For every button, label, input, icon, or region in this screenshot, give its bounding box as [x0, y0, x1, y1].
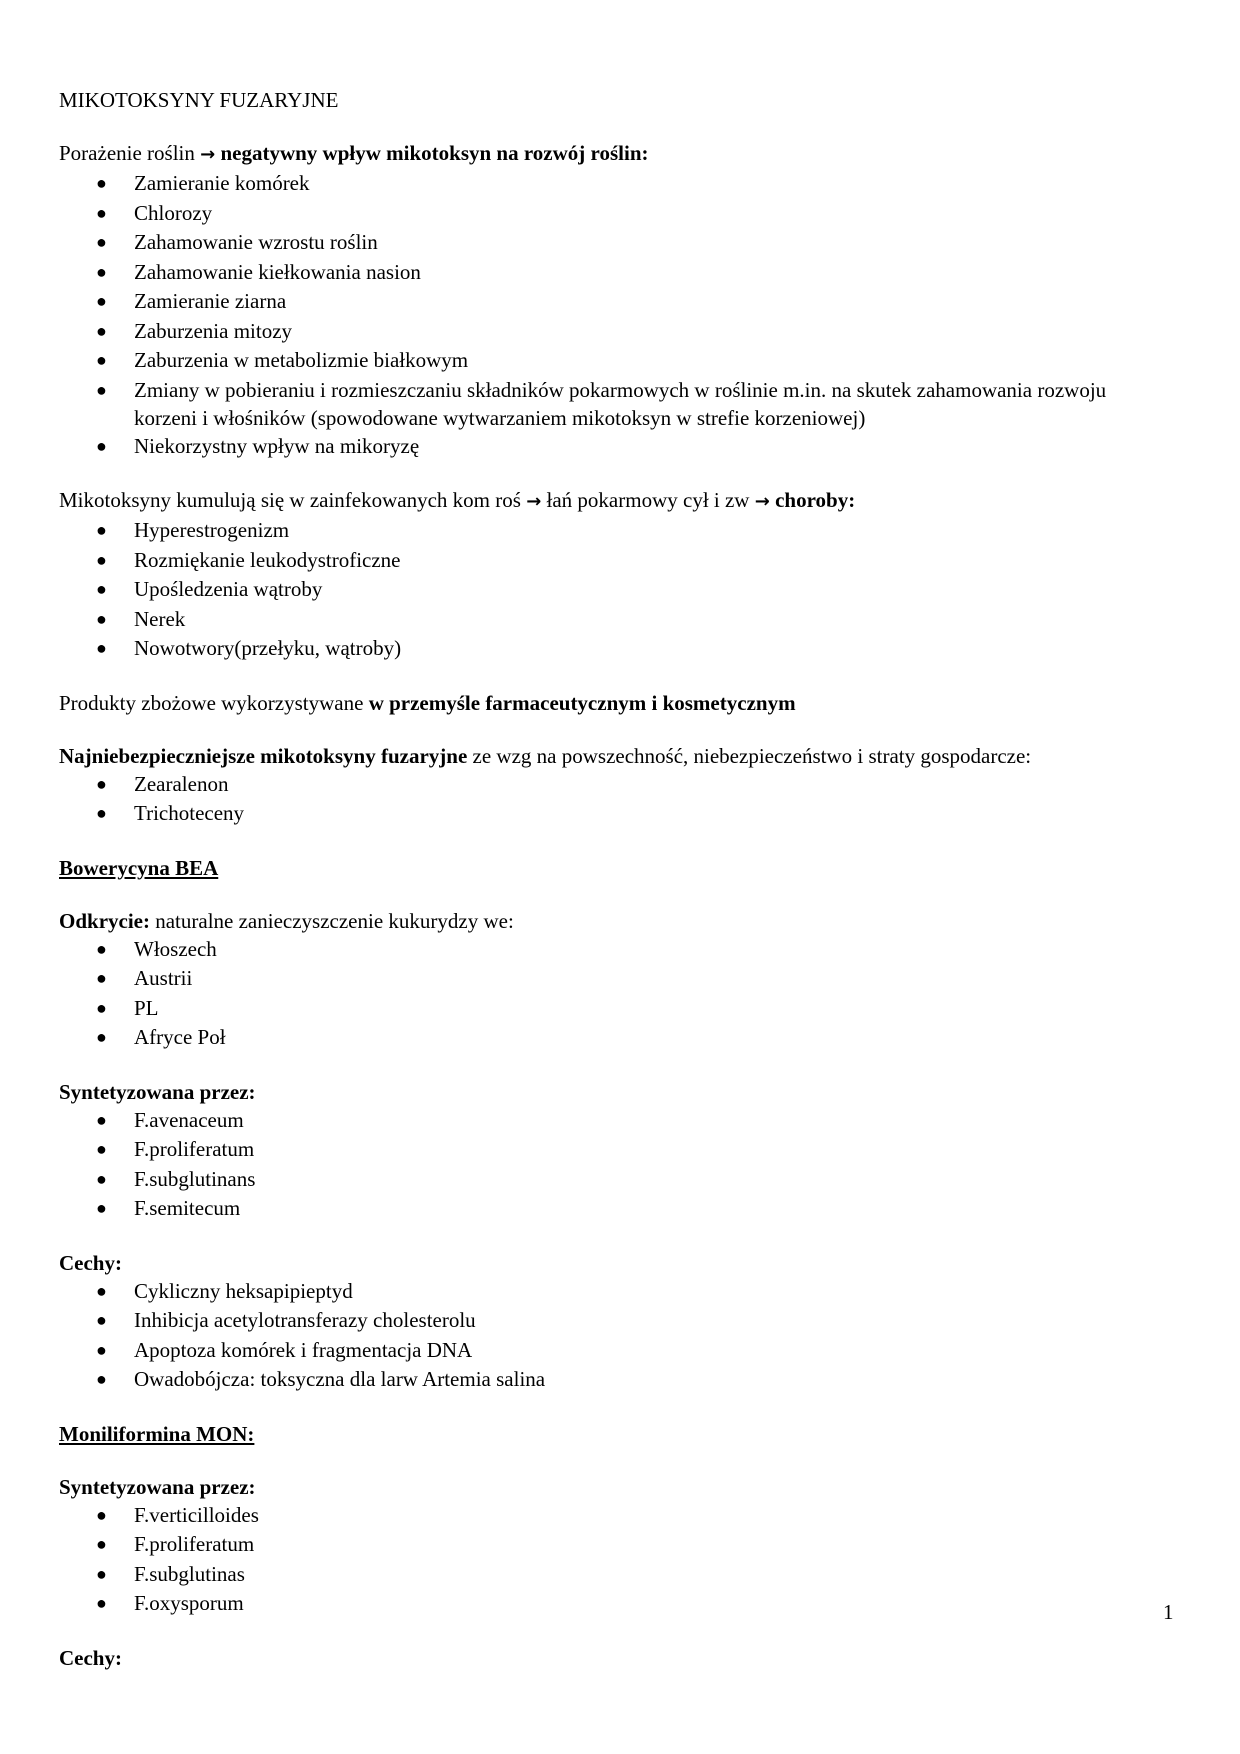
bullet-icon: ● — [96, 938, 107, 959]
bullet-icon: ● — [96, 1198, 107, 1218]
bullet-icon: ● — [96, 1339, 107, 1360]
most-dangerous-intro: Najniebezpieczniejsze mikotoksyny fuzaryjne ze wzg na powszechność, niebezpieczeństwo i straty gospodarcze: — [59, 743, 1032, 768]
arrow-right-icon: → — [200, 144, 216, 165]
cereal-products-paragraph: Produkty zbożowe wykorzystywane w przemyśle farmaceutycznym i kosmetycznym — [59, 690, 796, 715]
bullet-icon: ● — [96, 173, 107, 193]
list-item: ● Zmiany w pobieraniu i rozmieszczaniu składników pokarmowych w roślinie m.in. na skutek zahamowania rozwoju korzeni i włośników (spowodowane wytwarzaniem mikotoksyn w strefie korzeniowej) — [96, 377, 1107, 430]
diseases-intro: Mikotoksyny kumulują się w zainfekowanych kom roś → łań pokarmowy cył i zw → choroby: — [59, 488, 856, 512]
list-item: ● F.proliferatum — [59, 1135, 1139, 1165]
list-item: ● Afryce Poł — [59, 1023, 1139, 1053]
bea-discovery-list — [59, 935, 1139, 1053]
bullet-icon: ● — [96, 320, 107, 341]
diseases-list — [59, 516, 1139, 664]
bea-features-label: Cechy: — [59, 1250, 122, 1275]
bullet-icon: ● — [96, 1280, 107, 1301]
bea-synth-list — [59, 1106, 1139, 1224]
mon-synth-label: Syntetyzowana przez: — [59, 1474, 256, 1499]
plant-effects-bold: negatywny wpływ mikotoksyn na rozwój roślin: — [220, 141, 649, 165]
document-body — [59, 86, 1139, 1672]
plant-effects-intro — [59, 139, 1139, 169]
list-item: ● F.subglutinas — [59, 1560, 1139, 1590]
list-item: ● Rozmiękanie leukodystroficzne — [59, 546, 1139, 576]
bullet-icon: ● — [96, 1504, 107, 1525]
list-item: ● PL — [59, 994, 1139, 1024]
bullet-icon: ● — [96, 350, 107, 370]
arrow-right-icon: → — [526, 491, 542, 512]
bullet-icon: ● — [96, 1109, 107, 1130]
bullet-icon: ● — [96, 520, 107, 540]
list-item: ● F.proliferatum — [59, 1530, 1139, 1560]
bullet-icon: ● — [96, 261, 107, 282]
mon-features-label: Cechy: — [59, 1645, 122, 1670]
list-item: ● Zearalenon — [59, 770, 1139, 800]
bullet-icon: ● — [96, 1310, 107, 1330]
list-item: ● Niekorzystny wpływ na mikoryzę — [59, 432, 1139, 462]
bullet-icon: ● — [96, 773, 107, 794]
list-item: ● Chlorozy — [59, 199, 1139, 229]
bullet-icon: ● — [96, 608, 107, 629]
bullet-icon: ● — [96, 1563, 107, 1584]
bea-synth-label: Syntetyzowana przez: — [59, 1079, 256, 1104]
bea-heading: Bowerycyna BEA — [59, 855, 219, 880]
bullet-icon: ● — [96, 1027, 107, 1047]
list-item: ● Zaburzenia mitozy — [59, 317, 1139, 347]
list-item: ● F.verticilloides — [59, 1501, 1139, 1531]
bullet-icon: ● — [96, 1168, 107, 1189]
bea-discovery: Odkrycie: naturalne zanieczyszczenie kukurydzy we: — [59, 908, 514, 933]
list-item: ● Zamieranie ziarna — [59, 287, 1139, 317]
bullet-icon: ● — [96, 1139, 107, 1159]
list-item: ● Zahamowanie kiełkowania nasion — [59, 258, 1139, 288]
list-item: ● F.subglutinans — [59, 1165, 1139, 1195]
bullet-icon: ● — [96, 803, 107, 823]
plant-effects-lead: Porażenie roślin — [59, 141, 201, 165]
list-item: ● F.semitecum — [59, 1194, 1139, 1224]
list-item: ● Nowotwory(przełyku, wątroby) — [59, 634, 1139, 664]
plant-effects-list — [59, 169, 1139, 461]
mon-synth-list — [59, 1501, 1139, 1619]
bullet-icon: ● — [96, 997, 107, 1018]
list-item: ● F.oxysporum — [59, 1589, 1139, 1619]
bullet-icon: ● — [96, 579, 107, 599]
bullet-icon: ● — [96, 1369, 107, 1389]
bullet-icon: ● — [96, 1534, 107, 1554]
bullet-icon: ● — [96, 291, 107, 311]
list-item: ● Inhibicja acetylotransferazy cholesterolu — [59, 1306, 1139, 1336]
list-item: ● Apoptoza komórek i fragmentacja DNA — [59, 1336, 1139, 1366]
bea-features-list — [59, 1277, 1139, 1395]
bullet-icon: ● — [96, 202, 107, 223]
document-title: MIKOTOKSYNY FUZARYJNE — [59, 88, 339, 112]
list-item: ● Trichoteceny — [59, 799, 1139, 829]
list-item: ● Upośledzenia wątroby — [59, 575, 1139, 605]
list-item: ● Austrii — [59, 964, 1139, 994]
bullet-icon: ● — [96, 638, 107, 658]
bullet-icon: ● — [96, 968, 107, 988]
list-item: ● Nerek — [59, 605, 1139, 635]
bullet-icon: ● — [96, 435, 107, 456]
bullet-icon: ● — [96, 1593, 107, 1613]
list-item: ● Hyperestrogenizm — [59, 516, 1139, 546]
bullet-icon: ● — [96, 549, 107, 570]
list-item: ● Zahamowanie wzrostu roślin — [59, 228, 1139, 258]
list-item: ● F.avenaceum — [59, 1106, 1139, 1136]
page-number: 1 — [1163, 1600, 1174, 1624]
most-dangerous-list — [59, 770, 1139, 829]
list-item: ● Zamieranie komórek — [59, 169, 1139, 199]
bullet-icon: ● — [96, 379, 107, 400]
arrow-right-icon: → — [754, 491, 770, 512]
list-item: ● Włoszech — [59, 935, 1139, 965]
list-item: ● Cykliczny heksapipieptyd — [59, 1277, 1139, 1307]
list-item: ● Owadobójcza: toksyczna dla larw Artemia salina — [59, 1365, 1139, 1395]
bullet-icon: ● — [96, 232, 107, 252]
mon-heading: Moniliformina MON: — [59, 1421, 255, 1446]
list-item: ● Zaburzenia w metabolizmie białkowym — [59, 346, 1139, 376]
